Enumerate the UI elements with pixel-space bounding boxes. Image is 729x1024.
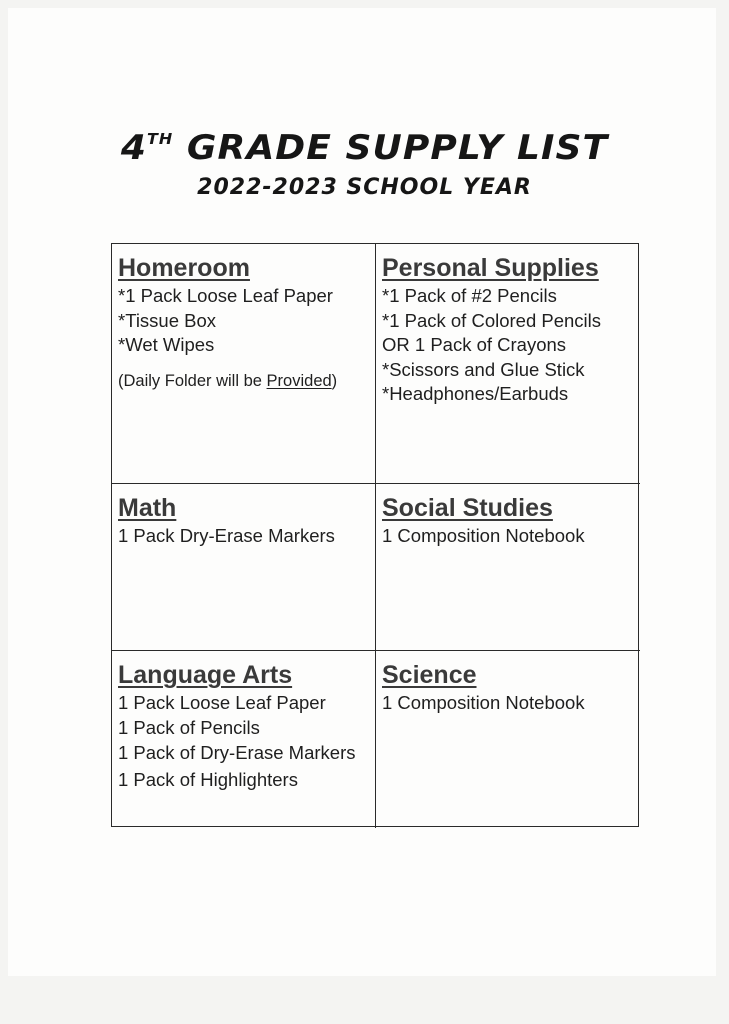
science-list [382,691,640,716]
page-title [0,128,729,168]
section-language-arts [112,651,376,828]
note-provided: Provided [266,371,332,390]
section-heading-science: Science [382,661,477,689]
section-heading-math: Math [118,494,177,522]
personal-supplies-list [382,284,640,407]
list-item: *1 Pack Loose Leaf Paper [118,285,333,306]
homeroom-list [118,284,375,358]
homeroom-note [118,372,375,391]
section-heading-homeroom: Homeroom [118,254,250,282]
list-item: 1 Composition Notebook [382,692,585,713]
section-heading-language-arts: Language Arts [118,661,293,689]
title-grade-suffix: TH [146,129,174,148]
list-item: *Headphones/Earbuds [382,383,569,404]
social-studies-list [382,524,640,549]
note-prefix: (Daily Folder will be [118,371,267,390]
list-item: *1 Pack of #2 Pencils [382,285,557,306]
list-item: 1 Composition Notebook [382,525,585,546]
page-subtitle: 2022-2023 SCHOOL YEAR [197,175,532,200]
list-item: *Wet Wipes [118,334,215,355]
note-suffix: ) [331,371,338,390]
section-homeroom [112,244,376,484]
list-item: 1 Pack of Highlighters [118,768,298,790]
supply-table [111,243,639,827]
section-personal-supplies [376,244,640,484]
list-item: *1 Pack of Colored Pencils [382,309,602,331]
section-science [376,651,640,828]
section-heading-personal-supplies: Personal Supplies [382,254,599,282]
list-item: 1 Pack of Dry-Erase Markers [118,742,356,763]
list-item: 1 Pack of Pencils [118,716,260,738]
math-list [118,524,375,549]
section-social-studies [376,484,640,651]
list-item: *Tissue Box [118,309,217,331]
list-item: OR 1 Pack of Crayons [382,334,567,355]
language-arts-list [118,691,375,793]
title-grade-number: 4 [120,128,147,168]
title-text: GRADE SUPPLY LIST [173,128,609,168]
section-math [112,484,376,651]
list-item: 1 Pack Dry-Erase Markers [118,525,335,546]
list-item: *Scissors and Glue Stick [382,358,585,380]
list-item: 1 Pack Loose Leaf Paper [118,692,326,713]
section-heading-social-studies: Social Studies [382,494,553,522]
